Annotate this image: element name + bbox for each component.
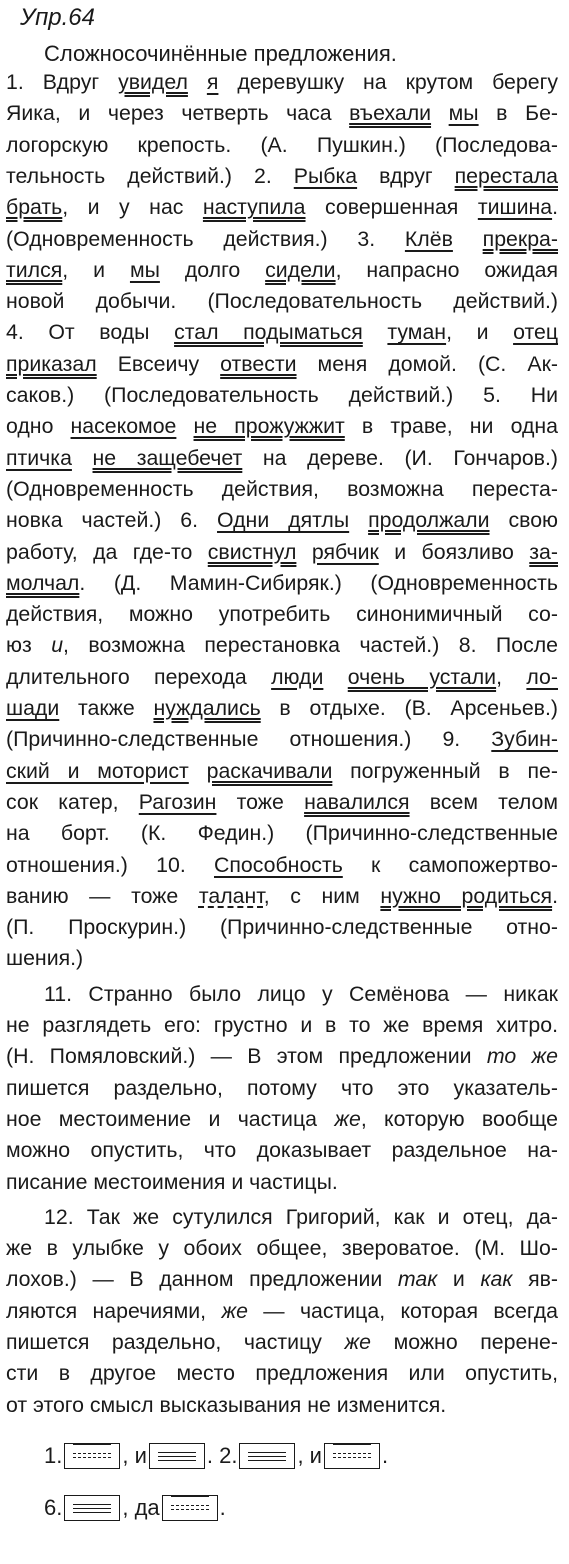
text-segment xyxy=(72,446,93,470)
text-line xyxy=(44,1203,558,1232)
text-segment xyxy=(453,227,483,251)
predicate: наступила xyxy=(202,195,306,220)
text-line xyxy=(6,475,558,504)
text-segment: также xyxy=(59,696,154,720)
text-line xyxy=(6,412,558,441)
text-segment xyxy=(189,759,207,783)
text-segment: ванию — тоже xyxy=(6,883,199,908)
italic-word: то же xyxy=(486,1044,558,1069)
text-segment: , напрасно ожидая xyxy=(335,257,558,282)
text-segment: шения.) xyxy=(6,946,84,971)
scheme-text: . 2. xyxy=(206,1443,238,1468)
text-segment: можно перене- xyxy=(371,1330,558,1354)
scheme-text: , и xyxy=(122,1443,147,1468)
text-line xyxy=(6,506,558,535)
text-segment: Евсеичу xyxy=(96,351,221,376)
subject: отец xyxy=(513,320,559,345)
text-segment: . (Д. Мамин-Сибиряк.) (Одновременность xyxy=(79,570,558,595)
text-segment: (Н. Помяловский.) — В этом предложении xyxy=(6,1044,487,1069)
text-segment xyxy=(349,508,368,532)
predicate: тился xyxy=(6,257,63,282)
text-line xyxy=(6,944,558,973)
text-segment: и xyxy=(437,1267,481,1292)
text-segment: не разглядеть его: грустно и в то же время хитро. xyxy=(6,1013,558,1037)
text-segment xyxy=(363,320,388,344)
subject: насекомое xyxy=(70,414,177,439)
text-segment: писание местоимения и частицы. xyxy=(6,1169,338,1194)
text-line xyxy=(6,913,558,942)
text-segment: , и у нас xyxy=(62,195,203,220)
text-segment: тельность действий.) 2. xyxy=(6,163,294,188)
clause-box-predicate-dashed xyxy=(162,1495,218,1521)
text-segment: совершенная xyxy=(305,195,478,220)
text-line xyxy=(6,569,558,598)
predicate: нужно родиться xyxy=(380,883,553,908)
predicate: за- xyxy=(529,539,558,564)
text-segment: пишется раздельно, частицу xyxy=(6,1330,345,1354)
text-segment xyxy=(176,414,193,438)
scheme-text: . xyxy=(381,1443,389,1468)
text-line xyxy=(6,225,558,254)
text-segment: (Одновременность действия, возможна переста- xyxy=(6,476,558,501)
text-segment: саков.) (Последовательность действий.) 5. Ни xyxy=(6,383,558,407)
text-segment: на дереве. (И. Гончаров.) xyxy=(242,445,559,470)
predicate: увидел xyxy=(118,70,188,94)
subject: ло- xyxy=(526,664,558,689)
subject: ский и моторист xyxy=(6,758,189,783)
text-segment: (П. Проскурин.) (Причинно-следственные отно- xyxy=(6,915,558,940)
text-segment: сти в другое место предложения или опустить, xyxy=(6,1361,558,1386)
text-segment: новой добычи. (Последовательность действий.) xyxy=(6,289,558,314)
predicate: сидели xyxy=(265,257,336,282)
text-segment xyxy=(323,665,347,689)
text-segment: (Одновременность действия.) 3. xyxy=(6,226,405,251)
italic-word: же xyxy=(221,1298,248,1323)
italic-word: так xyxy=(397,1267,438,1292)
text-segment: работу, да где-то xyxy=(6,539,208,564)
text-line xyxy=(6,600,558,629)
subject: я xyxy=(206,70,219,94)
text-segment: , и xyxy=(62,257,130,282)
text-segment: , которую вообще xyxy=(360,1106,558,1131)
scheme-text: , и xyxy=(297,1443,322,1468)
italic-word: же xyxy=(334,1106,361,1131)
text-line xyxy=(6,631,558,660)
subject: Способность xyxy=(214,852,343,877)
text-segment: тоже xyxy=(216,789,305,814)
text-segment: одно xyxy=(6,414,71,439)
text-segment: ляются наречиями, xyxy=(6,1298,222,1323)
scheme-text: 1. xyxy=(44,1443,63,1468)
text-line xyxy=(6,663,558,692)
text-line xyxy=(6,444,558,473)
text-segment: логорскую крепость. (А. Пушкин.) (Последова- xyxy=(6,132,558,157)
predicate: не защебечет xyxy=(92,445,243,470)
text-line xyxy=(6,162,558,191)
text-segment: сок катер, xyxy=(6,789,139,814)
scheme-text: . xyxy=(219,1495,226,1520)
text-segment: действия, можно употребить синонимичный со- xyxy=(6,602,558,627)
text-line xyxy=(6,350,558,379)
text-segment: же в улыбке у обоих общее, звероватое. (М. Шо- xyxy=(6,1236,558,1261)
predicate: навалился xyxy=(304,789,410,814)
text-line xyxy=(6,851,558,880)
text-line xyxy=(6,819,558,848)
text-line xyxy=(6,1042,558,1071)
text-segment: можно опустить, что доказывает раздельное на- xyxy=(6,1138,558,1163)
subject: тишина xyxy=(477,195,553,220)
text-segment: свою xyxy=(489,508,559,533)
text-segment xyxy=(296,540,311,564)
text-line xyxy=(6,882,558,911)
subject: мы xyxy=(129,257,160,282)
subject: Рыбка xyxy=(293,163,358,188)
text-line xyxy=(6,68,558,97)
text-segment: . xyxy=(552,195,558,220)
text-line xyxy=(6,193,558,222)
text-segment: вдруг xyxy=(357,163,455,188)
clause-box-predicate-dashed xyxy=(324,1443,380,1469)
subject: рябчик xyxy=(311,539,379,564)
nominal-predicate: талант xyxy=(198,883,264,908)
clause-box-predicate-dashed xyxy=(64,1443,120,1469)
text-line xyxy=(6,256,558,285)
predicate: стал подыматься xyxy=(174,320,363,345)
text-segment: меня домой. (С. Ак- xyxy=(296,351,558,376)
predicate: брать xyxy=(6,195,63,220)
text-line xyxy=(6,1168,558,1197)
text-segment: юз xyxy=(6,633,52,658)
text-line xyxy=(6,318,558,347)
scheme-text: , да xyxy=(122,1495,160,1520)
scheme-6 xyxy=(44,1490,226,1526)
text-segment: в Бе- xyxy=(478,101,559,126)
subject: люди xyxy=(271,664,324,689)
text-segment: 1. Вдруг xyxy=(6,70,119,94)
subject: Зубин- xyxy=(491,727,558,752)
text-segment: . xyxy=(552,883,558,908)
clause-box-subject-predicate xyxy=(64,1495,120,1521)
text-segment: , xyxy=(496,664,527,689)
text-segment: от этого смысл высказывания не изменится. xyxy=(6,1392,447,1417)
subject: птичка xyxy=(6,445,72,470)
text-line xyxy=(6,99,558,128)
subject: мы xyxy=(448,101,479,126)
text-segment: и боязливо xyxy=(378,539,530,564)
subject: туман xyxy=(387,320,447,345)
text-segment: деревушку на крутом берегу xyxy=(218,70,559,94)
predicate: молчал xyxy=(6,570,80,595)
text-segment: всем телом xyxy=(409,789,558,814)
text-segment xyxy=(188,70,207,94)
text-segment: 4. От воды xyxy=(6,320,175,345)
text-line xyxy=(6,788,558,817)
text-segment: — частица, которая всегда xyxy=(247,1298,559,1323)
text-segment: новка частей.) 6. xyxy=(6,508,218,533)
text-line xyxy=(6,1359,558,1388)
scheme-text: 6. xyxy=(44,1495,63,1520)
text-segment: 11. Странно было лицо у Семёнова — никак xyxy=(44,981,558,1006)
predicate: прекра- xyxy=(482,226,558,251)
text-line xyxy=(6,381,558,410)
predicate: нуждались xyxy=(153,696,261,720)
text-line xyxy=(6,287,558,316)
text-segment: погруженный в пе- xyxy=(332,758,558,783)
text-line xyxy=(6,1074,558,1103)
text-line xyxy=(6,1234,558,1263)
text-line xyxy=(6,725,558,754)
text-segment: , с ним xyxy=(263,883,381,908)
predicate: въехали xyxy=(349,101,432,126)
italic-word: и xyxy=(51,633,64,658)
text-line xyxy=(6,1297,558,1326)
text-line xyxy=(6,694,558,723)
italic-word: как xyxy=(480,1267,513,1292)
subject: Клёв xyxy=(404,226,453,251)
text-segment: , возможна перестановка частей.) 8. После xyxy=(63,633,559,658)
subject: Одни дятлы xyxy=(217,508,350,533)
text-segment: ное местоимение и частица xyxy=(6,1106,335,1131)
text-segment xyxy=(431,101,449,125)
text-segment: в отдыхе. (В. Арсеньев.) xyxy=(260,696,558,720)
predicate: не прожужжит xyxy=(193,414,345,439)
clause-box-subject-predicate xyxy=(149,1443,205,1469)
text-line xyxy=(6,131,558,160)
text-segment: Яика, и через четверть часа xyxy=(6,101,350,126)
text-segment: отношения.) 10. xyxy=(6,852,214,877)
predicate: отвести xyxy=(220,351,297,376)
text-segment: 12. Так же сутулился Григорий, как и отец, да- xyxy=(44,1204,558,1229)
text-line xyxy=(6,1265,558,1294)
subject: Рагозин xyxy=(138,789,217,814)
text-segment: яв- xyxy=(512,1267,559,1292)
text-line xyxy=(6,1011,558,1040)
text-segment: в траве, ни одна xyxy=(344,414,558,439)
text-segment: длительного перехода xyxy=(6,664,272,689)
section-heading: Сложносочинённые предложения. xyxy=(44,41,397,66)
predicate: раскачивали xyxy=(206,758,333,783)
text-segment: на борт. (К. Федин.) (Причинно-следственные xyxy=(6,821,558,846)
text-line xyxy=(6,757,558,786)
text-line xyxy=(6,1105,558,1134)
predicate: продолжали xyxy=(368,508,490,533)
text-line xyxy=(6,1391,558,1420)
subject: шади xyxy=(6,696,60,720)
scheme-1 xyxy=(44,1438,388,1474)
text-segment: (Причинно-следственные отношения.) 9. xyxy=(6,727,492,752)
clause-box-subject-predicate xyxy=(239,1443,295,1469)
text-segment: лохов.) — В данном предложении xyxy=(6,1267,398,1292)
text-segment: пишется раздельно, потому что это указатель- xyxy=(6,1075,558,1100)
italic-word: же xyxy=(344,1330,371,1354)
predicate: свистнул xyxy=(207,539,297,564)
predicate: очень устали xyxy=(347,664,497,689)
exercise-title: Упр.64 xyxy=(20,4,95,31)
text-line xyxy=(44,980,558,1009)
predicate: приказал xyxy=(6,351,97,376)
text-line xyxy=(6,1136,558,1165)
text-segment: , и xyxy=(446,320,514,345)
predicate: перестала xyxy=(454,163,558,188)
text-line xyxy=(6,538,558,567)
text-segment: к самопожертво- xyxy=(342,852,558,877)
text-line xyxy=(6,1328,558,1357)
text-segment: долго xyxy=(159,257,266,282)
